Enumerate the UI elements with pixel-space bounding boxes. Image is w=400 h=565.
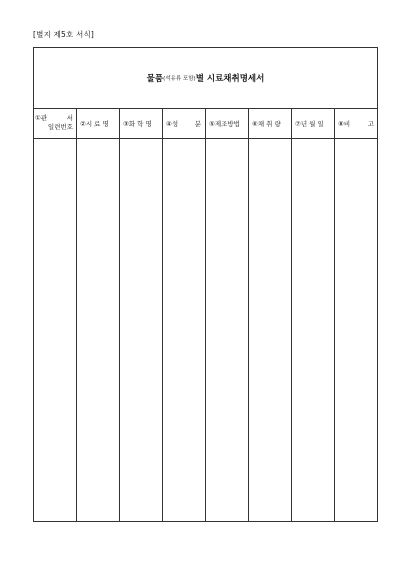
header-sampled-quantity-label: ⑥채 취 량 bbox=[252, 119, 281, 128]
header-composition bbox=[163, 109, 205, 139]
header-sampled-quantity bbox=[249, 109, 291, 139]
column-divider bbox=[162, 109, 163, 521]
column-divider bbox=[205, 109, 206, 521]
column-divider bbox=[291, 109, 292, 521]
title-suffix: 별 시료채취명세서 bbox=[195, 74, 265, 84]
column-divider bbox=[76, 109, 77, 521]
header-remarks-label-right: 고 bbox=[367, 119, 374, 128]
header-date-label: ⑦년 월 일 bbox=[295, 119, 324, 128]
header-chemical-name-label: ③화 학 명 bbox=[123, 119, 152, 128]
header-remarks bbox=[335, 109, 378, 139]
header-chemical-name bbox=[120, 109, 162, 139]
header-sample-name bbox=[77, 109, 119, 139]
form-number-label: [별지 제5호 서식] bbox=[33, 30, 95, 39]
header-date bbox=[292, 109, 334, 139]
sample-collection-form bbox=[33, 47, 378, 522]
header-composition-label-right: 분 bbox=[194, 119, 201, 128]
header-composition-label-left: ④성 bbox=[166, 119, 179, 128]
header-remarks-label-left: ⑧비 bbox=[338, 119, 351, 128]
form-title bbox=[34, 48, 377, 109]
header-registry-number bbox=[34, 109, 76, 139]
header-registry-label-right: 서 bbox=[66, 114, 73, 122]
column-divider bbox=[248, 109, 249, 521]
header-registry-label-sub: 일련번호 bbox=[47, 123, 73, 131]
title-note: (석유류 포함) bbox=[163, 76, 196, 82]
header-sample-name-label: ②시 료 명 bbox=[80, 119, 109, 128]
header-manufacturing-method-label: ⑤제조방법 bbox=[209, 119, 240, 128]
header-registry-label-left: ①관 bbox=[35, 114, 48, 122]
column-divider bbox=[119, 109, 120, 521]
title-prefix: 물품 bbox=[146, 74, 164, 84]
column-divider bbox=[334, 109, 335, 521]
header-manufacturing-method bbox=[206, 109, 248, 139]
